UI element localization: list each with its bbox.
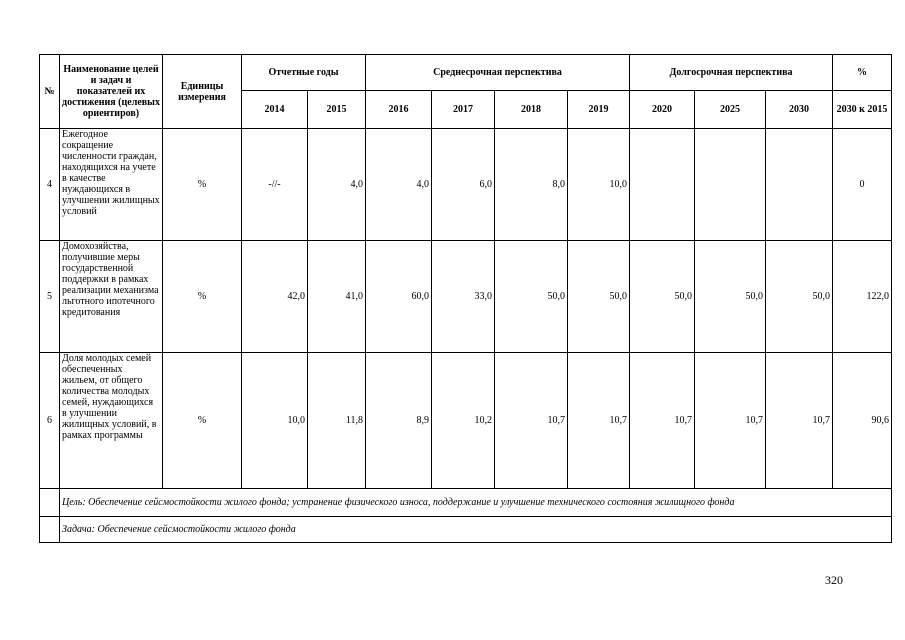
value-cell: 10,7: [495, 353, 568, 489]
header-year: 2030: [766, 91, 833, 129]
value-cell: 42,0: [242, 241, 308, 353]
value-cell: 50,0: [695, 241, 766, 353]
value-cell: 10,0: [568, 129, 630, 241]
header-group-reporting: Отчетные годы: [242, 55, 366, 91]
indicators-table: [39, 54, 892, 543]
task-num-cell: [40, 517, 60, 543]
goal-num-cell: [40, 489, 60, 517]
value-cell: 10,7: [695, 353, 766, 489]
header-year: 2025: [695, 91, 766, 129]
value-cell: 4,0: [366, 129, 432, 241]
goal-text: Цель: Обеспечение сейсмостойкости жилого фонда; устранение физического износа, поддержание и улучшение технического состояния жилищного фонда: [60, 489, 892, 517]
indicator-unit: %: [163, 241, 242, 353]
header-group-midterm: Среднесрочная перспектива: [366, 55, 630, 91]
header-unit: Единицы измерения: [163, 55, 242, 129]
header-year: 2017: [432, 91, 495, 129]
value-cell: 122,0: [833, 241, 892, 353]
value-cell: 41,0: [308, 241, 366, 353]
indicator-name: Домохозяйства, получившие меры государственной поддержки в рамках реализации механизма льготного ипотечного кредитования: [60, 241, 163, 353]
task-text: Задача: Обеспечение сейсмостойкости жилого фонда: [60, 517, 892, 543]
task-row: [40, 517, 892, 543]
indicator-unit: %: [163, 129, 242, 241]
header-year: 2018: [495, 91, 568, 129]
value-cell: 8,9: [366, 353, 432, 489]
indicator-name: Ежегодное сокращение численности граждан, находящихся на учете в качестве нуждающихся в улучшении жилищных условий: [60, 129, 163, 241]
header-group-percent: %: [833, 55, 892, 91]
indicator-name: Доля молодых семей обеспеченных жильем, от общего количества молодых семей, нуждающихся в улучшении жилищных условий, в рамках программы: [60, 353, 163, 489]
value-cell: -//-: [242, 129, 308, 241]
value-cell: 10,0: [242, 353, 308, 489]
value-cell: 6,0: [432, 129, 495, 241]
header-group-longterm: Долгосрочная перспектива: [630, 55, 833, 91]
value-cell: 50,0: [495, 241, 568, 353]
row-number: 4: [40, 129, 60, 241]
value-cell: 60,0: [366, 241, 432, 353]
value-cell: 8,0: [495, 129, 568, 241]
header-row-groups: [40, 55, 892, 91]
value-cell: 10,2: [432, 353, 495, 489]
value-cell: [695, 129, 766, 241]
value-cell: 10,7: [766, 353, 833, 489]
table-row: [40, 241, 892, 353]
header-year: 2019: [568, 91, 630, 129]
header-year: 2016: [366, 91, 432, 129]
header-year: 2015: [308, 91, 366, 129]
page-number: 320: [825, 573, 843, 587]
row-number: 5: [40, 241, 60, 353]
value-cell: 10,7: [630, 353, 695, 489]
value-cell: 50,0: [766, 241, 833, 353]
indicator-unit: %: [163, 353, 242, 489]
value-cell: 11,8: [308, 353, 366, 489]
header-name: Наименование целей и задач и показателей их достижения (целевых ориентиров): [60, 55, 163, 129]
value-cell: 90,6: [833, 353, 892, 489]
value-cell: 33,0: [432, 241, 495, 353]
value-cell: 4,0: [308, 129, 366, 241]
table-row: [40, 129, 892, 241]
value-cell: 50,0: [568, 241, 630, 353]
row-number: 6: [40, 353, 60, 489]
header-year: 2014: [242, 91, 308, 129]
value-cell: [630, 129, 695, 241]
goal-row: [40, 489, 892, 517]
value-cell: [766, 129, 833, 241]
table-row: [40, 353, 892, 489]
header-year: 2020: [630, 91, 695, 129]
value-cell: 10,7: [568, 353, 630, 489]
header-num: №: [40, 55, 60, 129]
header-year: 2030 к 2015: [833, 91, 892, 129]
value-cell: 0: [833, 129, 892, 241]
value-cell: 50,0: [630, 241, 695, 353]
